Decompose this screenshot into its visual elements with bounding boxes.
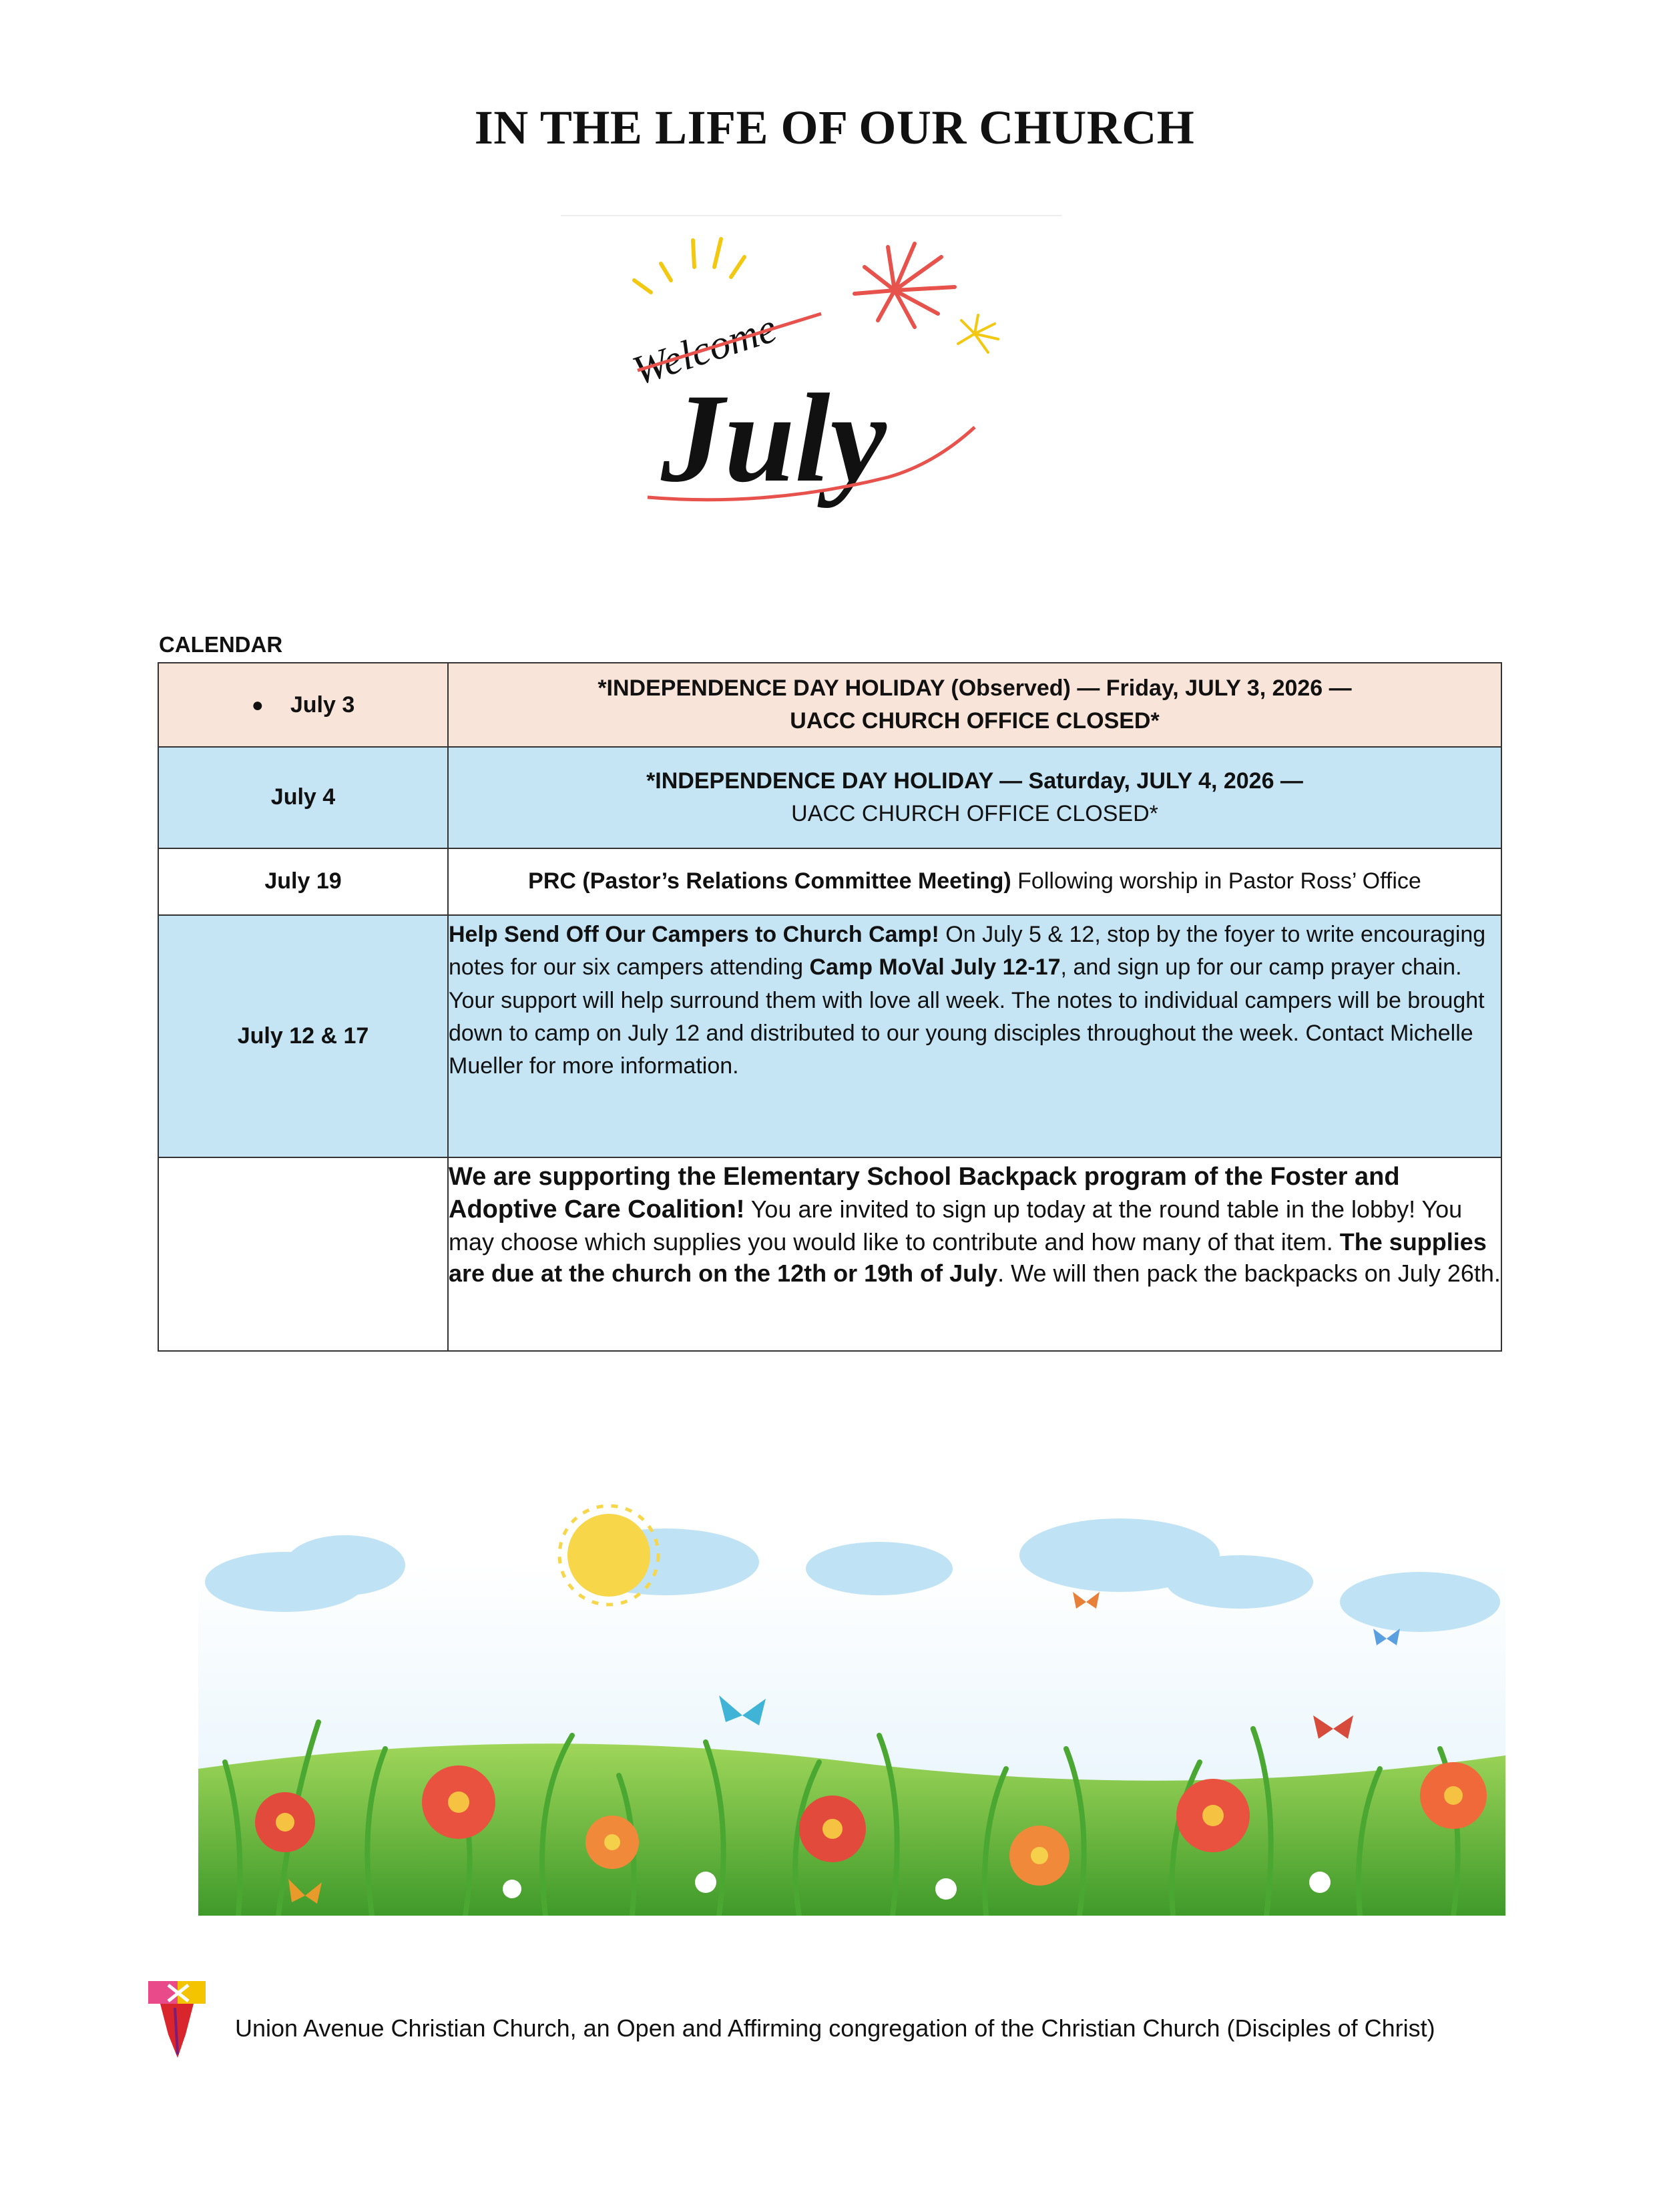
- event-line: UACC CHURCH OFFICE CLOSED*: [791, 801, 1158, 826]
- event-bold-text: PRC (Pastor’s Relations Committee Meeting): [528, 868, 1011, 894]
- date-cell: [158, 915, 448, 1157]
- event-cell: [448, 663, 1501, 747]
- welcome-july-art: [601, 227, 1068, 521]
- event-cell: [448, 915, 1501, 1157]
- event-text: Following worship in Pastor Ross’ Office: [1011, 868, 1421, 894]
- date-cell: [158, 747, 448, 848]
- sun-icon: [634, 239, 744, 292]
- july-script: July: [661, 368, 887, 509]
- event-cell: [448, 1157, 1501, 1351]
- welcome-script: Welcome: [627, 305, 782, 394]
- event-line: UACC CHURCH OFFICE CLOSED*: [790, 708, 1160, 734]
- event-bold-text: The supplies are due at the church on the 12th or 19th of July: [449, 1227, 1487, 1287]
- table-row: [158, 848, 1501, 915]
- date-label: July 12 & 17: [237, 1023, 369, 1049]
- footer-text: Union Avenue Christian Church, an Open and Affirming congregation of the Christian Church (Disciples of Christ): [235, 2014, 1435, 2042]
- date-cell: [158, 848, 448, 915]
- calendar-heading: CALENDAR: [159, 632, 283, 657]
- date-label: July 3: [290, 692, 355, 718]
- event-bold-text: Help Send Off Our Campers to Church Camp!: [449, 922, 939, 947]
- event-bold-text: We are supporting the Elementary School Backpack program of the Foster and Adoptive Care Coalition!: [449, 1163, 1400, 1224]
- date-label: July 19: [264, 868, 342, 894]
- event-text: On July 5 & 12, stop by the foyer to write encouraging notes for our six campers attending: [449, 922, 1486, 981]
- table-row: [158, 915, 1501, 1157]
- event-cell: [448, 747, 1501, 848]
- date-cell: [158, 663, 448, 747]
- bullet-icon: ●: [251, 694, 264, 716]
- firework-small-icon: [958, 315, 998, 352]
- event-line: *INDEPENDENCE DAY HOLIDAY — Saturday, JULY 4, 2026 —: [646, 768, 1303, 794]
- event-bold-text: Camp MoVal July 12-17: [809, 954, 1061, 981]
- table-row: [158, 747, 1501, 848]
- calendar-table: [158, 662, 1502, 1352]
- header-divider: [561, 215, 1061, 216]
- table-row: [158, 1157, 1501, 1351]
- event-cell: [448, 848, 1501, 915]
- meadow-illustration: [198, 1482, 1505, 1916]
- event-text: , and sign up for our camp prayer chain. Your support will help surround them with love all week. The notes to individual campers will be brought down to camp on July 12 and distributed to our young disciples throughout the week. Contact Michelle Mueller for more information.: [449, 954, 1485, 1079]
- event-text: . We will then pack the backpacks on July 26th.: [997, 1259, 1501, 1287]
- date-cell: [158, 1157, 448, 1351]
- event-text: You are invited to sign up today at the round table in the lobby! You may choose which supplies you would like to contribute and how many of that item.: [449, 1195, 1463, 1256]
- page-title: IN THE LIFE OF OUR CHURCH: [474, 101, 1195, 154]
- church-logo-icon: [148, 1981, 206, 2061]
- table-row: [158, 663, 1501, 747]
- firework-icon: [855, 244, 955, 327]
- date-label: July 4: [270, 784, 336, 810]
- event-line: *INDEPENDENCE DAY HOLIDAY (Observed) — Friday, JULY 3, 2026 —: [598, 675, 1352, 701]
